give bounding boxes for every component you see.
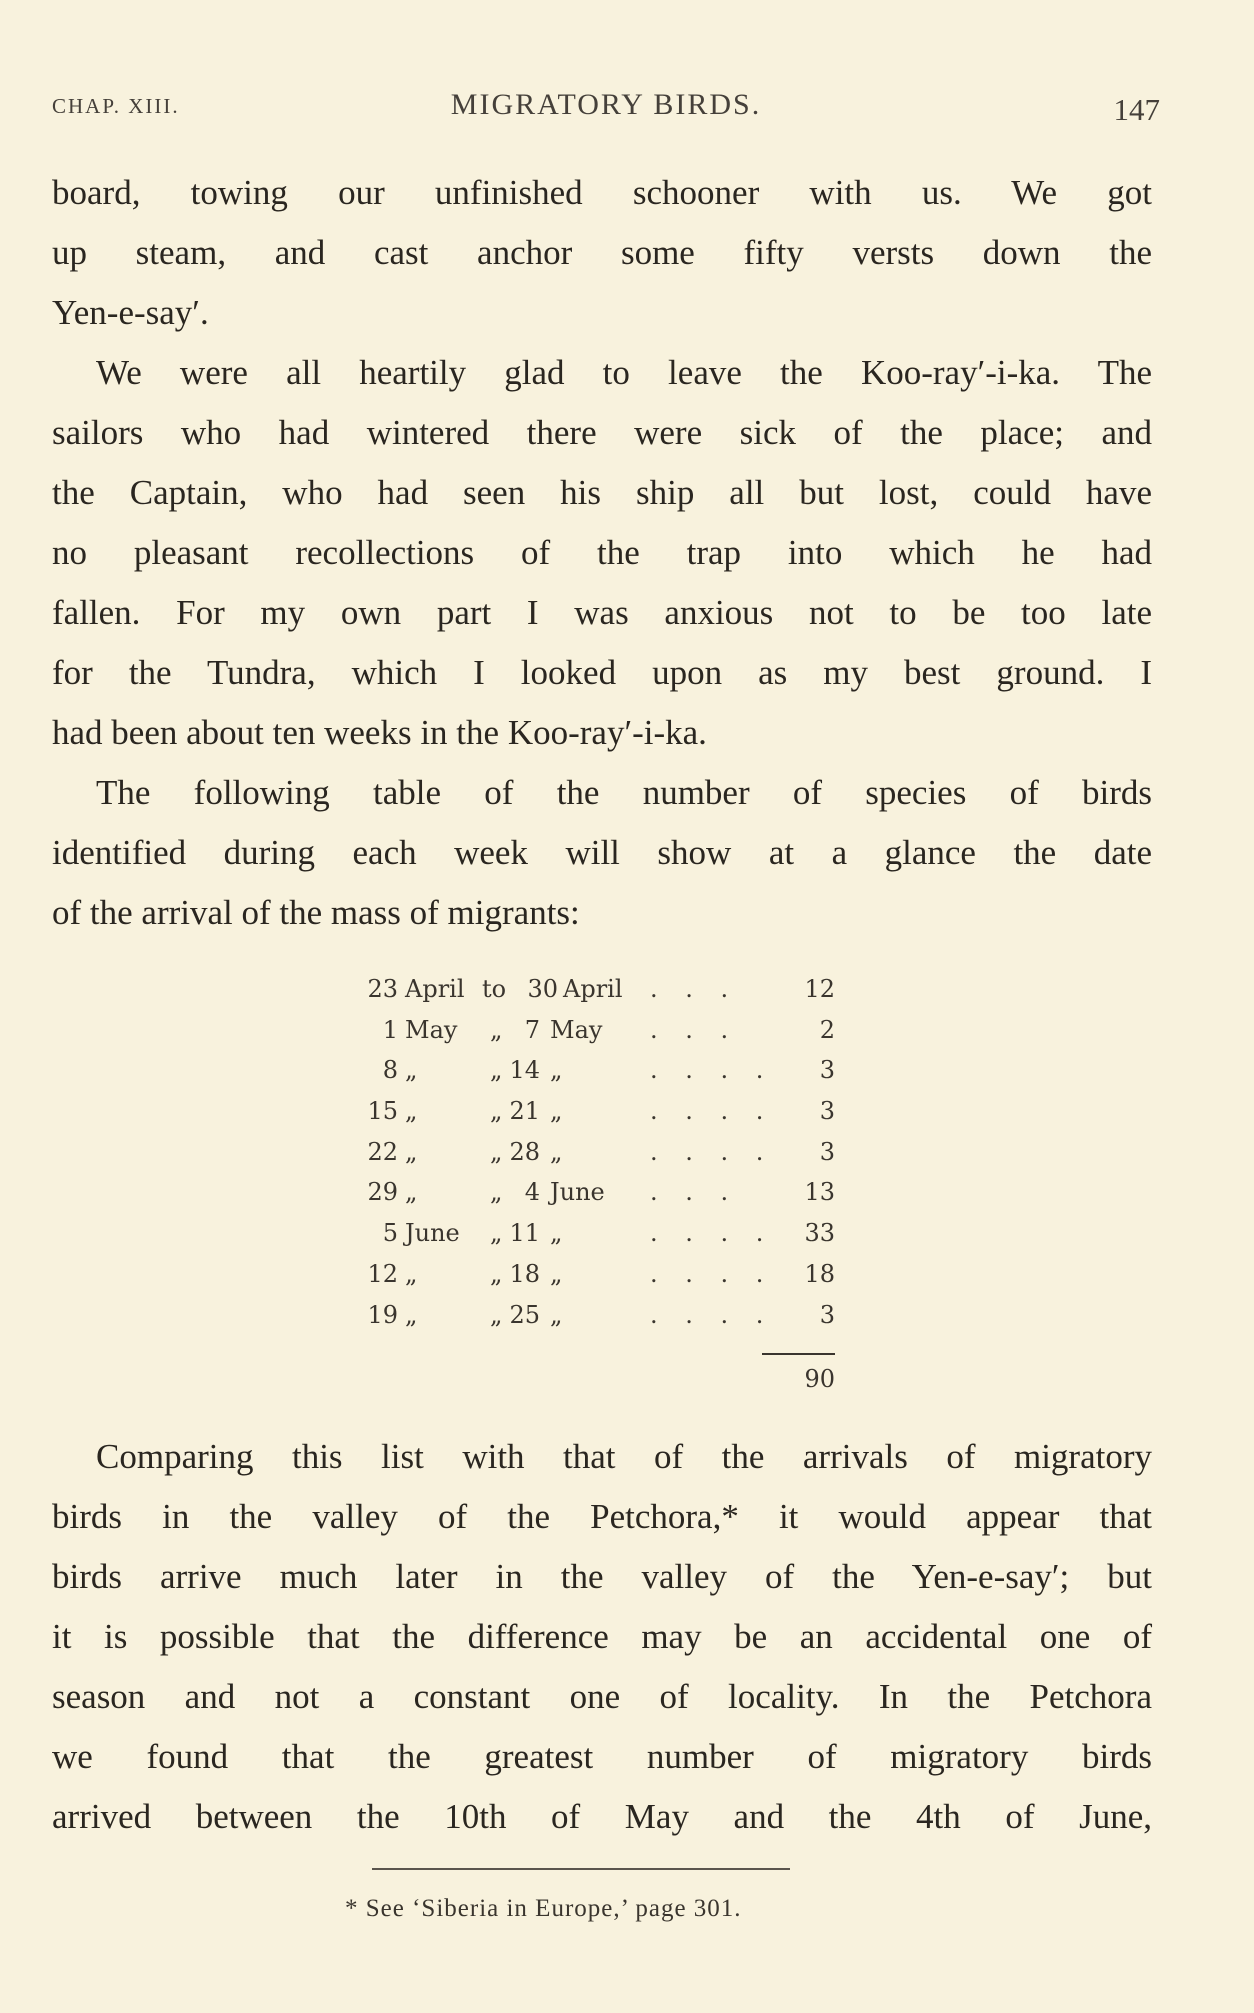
leader-dots: . . . . [650,1097,774,1126]
text-line: birds in the valley of the Petchora,* it would appear that [52,1497,1152,1536]
leader-dots: . . . . [650,1300,774,1329]
end-month: „ [550,1137,563,1166]
text-line: Yen-e-say′. [52,293,209,332]
species-count: 13 [804,1178,835,1207]
end-month: „ [550,1300,563,1329]
page-number: 147 [1113,92,1160,127]
text-line: board, towing our unfinished schooner with us. We got [52,173,1152,212]
text-line: it is possible that the difference may be an accidental one of [52,1617,1152,1656]
species-count: 2 [819,1015,835,1044]
start-day: 23 [367,975,398,1003]
table-row [350,1178,835,1219]
end-month: „ [550,1259,563,1288]
text-line: for the Tundra, which I looked upon as my best ground. I [52,653,1152,692]
text-line: of the arrival of the mass of migrants: [52,893,580,932]
start-day: 5 [382,1219,398,1248]
leader-dots: . . . . [650,1137,774,1166]
ditto-mark: „ [490,1056,503,1085]
paragraph-2 [52,343,1152,763]
table-row [350,1016,835,1057]
end-month: „ [550,1219,563,1248]
leader-dots: . . . [650,1015,739,1044]
end-day: 14 [509,1056,540,1085]
end-day: 7 [524,1015,540,1044]
leader-dots: . . . [650,1178,739,1207]
table-row [350,1260,835,1301]
text-line: We were all heartily glad to leave the Koo-ray′-i-ka. The [96,353,1152,392]
text-line: up steam, and cast anchor some fifty versts down the [52,233,1152,272]
table-row [350,1097,835,1138]
text-line: no pleasant recollections of the trap into which he had [52,533,1152,572]
start-month: „ [405,1056,418,1085]
leader-dots: . . . . [650,1259,774,1288]
text-line: fallen. For my own part I was anxious not to be too late [52,593,1152,632]
species-count: 18 [804,1259,835,1288]
running-title: MIGRATORY BIRDS. [450,88,762,121]
table-row [350,1056,835,1097]
end-month: „ [550,1056,563,1085]
chapter-label: CHAP. XIII. [52,94,180,118]
start-day: 19 [367,1300,398,1329]
text-line: sailors who had wintered there were sick of the place; and [52,413,1152,452]
start-month: „ [405,1137,418,1166]
species-count: 3 [819,1300,835,1329]
table-row [350,1301,835,1342]
end-month: May [550,1015,603,1044]
ditto-mark: „ [490,1178,503,1207]
total-rule [762,1353,835,1355]
start-day: 29 [367,1178,398,1207]
text-line: arrived between the 10th of May and the 4th of June, [52,1797,1152,1836]
end-day: 11 [509,1219,540,1248]
ditto-mark: „ [490,1259,503,1288]
ditto-mark: „ [490,1015,503,1044]
species-table [350,975,835,1393]
table-row [350,1219,835,1260]
start-month: June [405,1219,460,1248]
paragraph-4 [52,1427,1152,1847]
end-day: 30 [527,975,558,1003]
species-count: 3 [819,1137,835,1166]
end-month: June [550,1178,605,1207]
text-line: we found that the greatest number of migratory birds [52,1737,1152,1776]
leader-dots: . . . [650,975,739,1003]
text-line: the Captain, who had seen his ship all but lost, could have [52,473,1152,512]
text-line: Comparing this list with that of the arrivals of migratory [96,1437,1152,1476]
leader-dots: . . . . [650,1219,774,1248]
start-day: 8 [382,1056,398,1085]
text-line: identified during each week will show at a glance the date [52,833,1152,872]
end-day: 18 [509,1259,540,1288]
ditto-mark: „ [490,1097,503,1126]
species-total: 90 [804,1365,835,1393]
paragraph-1 [52,163,1152,343]
start-day: 1 [382,1015,398,1044]
text-line: had been about ten weeks in the Koo-ray′-i-ka. [52,713,707,752]
end-day: 25 [509,1300,540,1329]
table-row [350,975,835,1016]
footnote: * See ‘Siberia in Europe,’ page 301. [345,1895,742,1922]
ditto-mark: „ [490,1137,503,1166]
start-month: „ [405,1259,418,1288]
start-day: 22 [367,1137,398,1166]
end-day: 4 [524,1178,540,1207]
start-day: 15 [367,1097,398,1126]
leader-dots: . . . . [650,1056,774,1085]
species-count: 3 [819,1097,835,1126]
running-header [52,84,1160,127]
end-month: „ [550,1097,563,1126]
start-month: April [405,975,465,1003]
species-count: 33 [804,1219,835,1248]
start-month: „ [405,1097,418,1126]
ditto-mark: „ [490,1219,503,1248]
footnote-rule [372,1868,790,1870]
to-word: to [482,975,507,1003]
start-month: May [405,1015,458,1044]
ditto-mark: „ [490,1300,503,1329]
start-month: „ [405,1178,418,1207]
end-day: 21 [509,1097,540,1126]
text-line: The following table of the number of species of birds [96,773,1152,812]
text-line: birds arrive much later in the valley of the Yen-e-say′; but [52,1557,1152,1596]
text-line: season and not a constant one of locality. In the Petchora [52,1677,1152,1716]
start-day: 12 [367,1259,398,1288]
end-month: April [563,975,623,1003]
species-count: 3 [819,1056,835,1085]
paragraph-3 [52,763,1152,943]
table-row [350,1138,835,1179]
start-month: „ [405,1300,418,1329]
species-count: 12 [804,975,835,1003]
end-day: 28 [509,1137,540,1166]
